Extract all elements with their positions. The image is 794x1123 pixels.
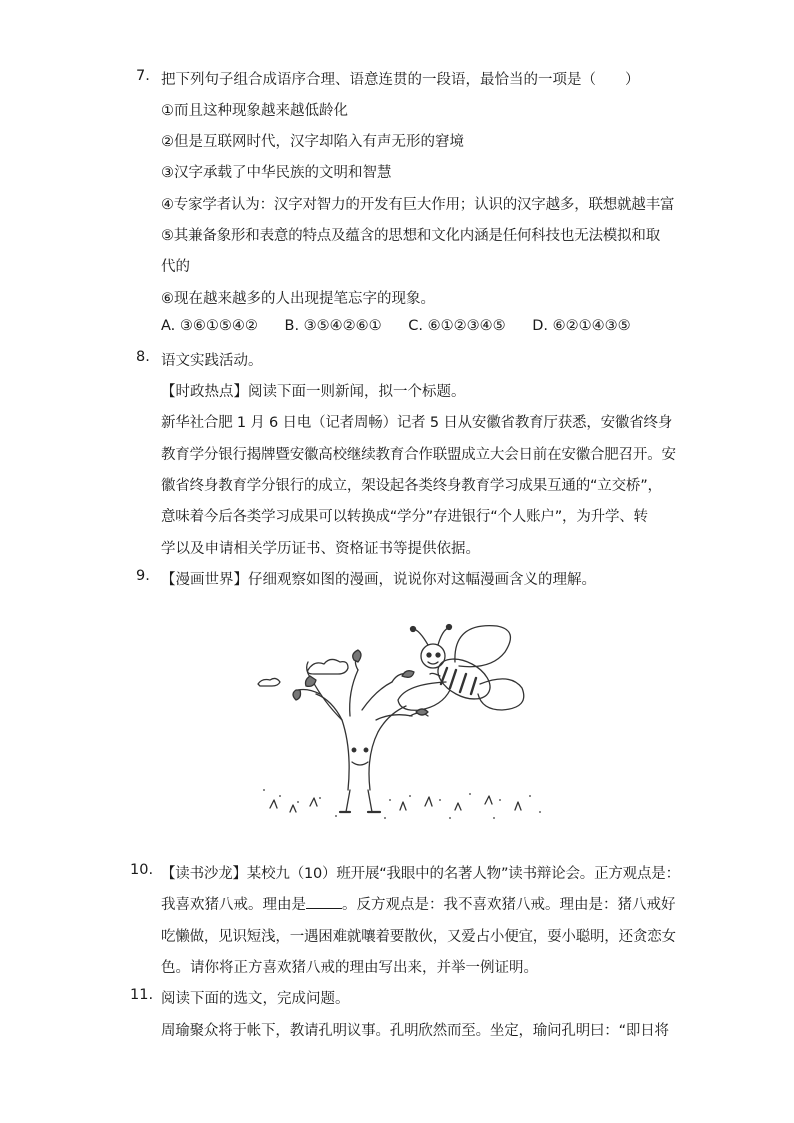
sentence-2: ②但是互联网时代，汉字却陷入有声无形的窘境: [161, 134, 464, 150]
question-stem: 把下列句子组合成语序合理、语意连贯的一段语，最恰当的一项是（ ）: [161, 72, 640, 88]
answer-options: [161, 318, 653, 334]
passage-line: 周瑜聚众将于帐下，教请孔明议事。孔明欣然而至。坐定，瑜问孔明曰：“即日将: [161, 1023, 669, 1039]
sentence-5-cont: 代的: [161, 259, 190, 275]
question-stem: 【漫画世界】仔细观察如图的漫画，说说你对这幅漫画含义的理解。: [161, 572, 596, 588]
question-number: 7.: [136, 68, 150, 84]
question-line: 【读书沙龙】某校九（10）班开展“我眼中的名著人物”读书辩论会。正方观点是：: [161, 866, 680, 882]
question-line: 色。请你将正方喜欢猪八戒的理由写出来，并举一例证明。: [161, 960, 538, 976]
news-line: 新华社合肥 1 月 6 日电（记者周畅）记者 5 日从安徽省教育厅获悉，安徽省终身: [161, 415, 673, 431]
option-d[interactable]: D. ⑥②①④③⑤: [532, 318, 631, 334]
question-task: 【时政热点】阅读下面一则新闻，拟一个标题。: [161, 384, 466, 400]
news-line: 徽省终身教育学分银行的成立，架设起各类终身教育学习成果互通的“立交桥”，: [161, 478, 662, 494]
question-number: 9.: [136, 568, 150, 584]
option-b[interactable]: B. ③⑤④②⑥①: [284, 318, 382, 334]
question-number: 8.: [136, 349, 150, 365]
comic-illustration: [250, 612, 550, 827]
option-c[interactable]: C. ⑥①②③④⑤: [408, 318, 506, 334]
sentence-6: ⑥现在越来越多的人出现提笔忘字的现象。: [161, 291, 435, 307]
news-line: 学以及申请相关学历证书、资格证书等提供依据。: [161, 541, 480, 557]
sentence-4: ④专家学者认为：汉字对智力的开发有巨大作用；认识的汉字越多，联想就越丰富: [161, 197, 675, 213]
news-line: 教育学分银行揭牌暨安徽高校继续教育合作联盟成立大会日前在安徽合肥召开。安: [161, 447, 676, 463]
question-stem: 阅读下面的选文，完成问题。: [161, 991, 350, 1007]
question-text: 我喜欢猪八戒。理由是: [161, 897, 306, 913]
question-line: [161, 893, 676, 914]
question-line: 吃懒做，见识短浅，一遇困难就嚷着要散伙，又爱占小便宜，耍小聪明，还贪恋女: [161, 929, 676, 945]
question-title: 语文实践活动。: [161, 353, 263, 369]
answer-blank[interactable]: [306, 896, 342, 909]
sentence-5: ⑤其兼备象形和表意的特点及蕴含的思想和文化内涵是任何科技也无法模拟和取: [161, 228, 660, 244]
sentence-3: ③汉字承载了中华民族的文明和智慧: [161, 165, 392, 181]
news-line: 意味着今后各类学习成果可以转换成“学分”存进银行“个人账户”，为升学、转: [161, 509, 648, 525]
question-text: 。反方观点是：我不喜欢猪八戒。理由是：猪八戒好: [342, 897, 676, 913]
option-a[interactable]: A. ③⑥①⑤④②: [161, 318, 258, 334]
question-number: 10.: [130, 862, 154, 878]
sentence-1: ①而且这种现象越来越低龄化: [161, 103, 348, 119]
question-number: 11.: [130, 987, 154, 1003]
